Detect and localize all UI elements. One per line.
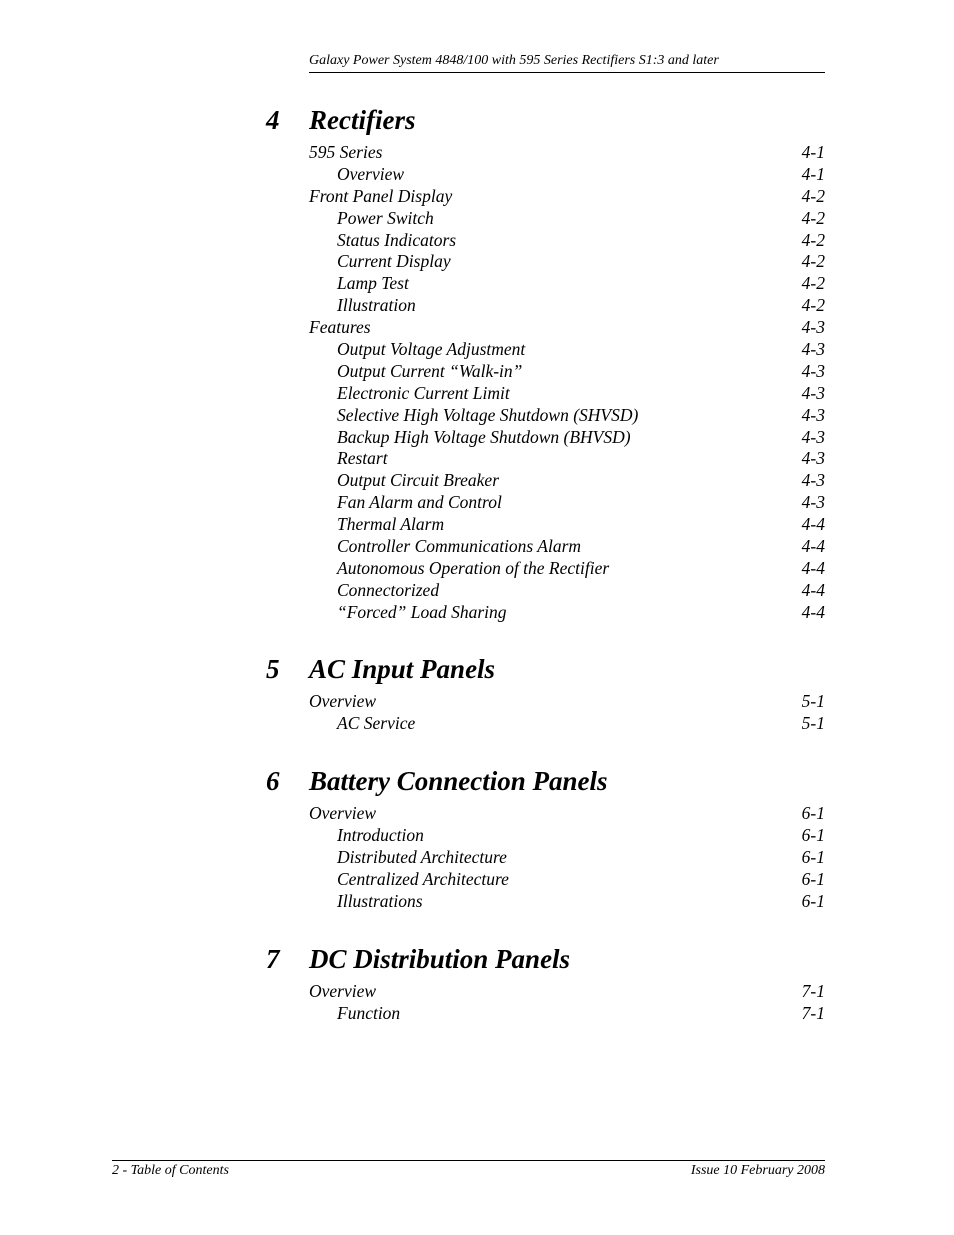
toc-entry-page-number: 4-3: [801, 470, 825, 491]
toc-entry-label: Fan Alarm and Control: [337, 492, 502, 513]
toc-entry[interactable]: [0, 825, 954, 847]
chapter-title: Rectifiers: [309, 105, 416, 135]
toc-entry[interactable]: [0, 230, 954, 252]
toc-entry[interactable]: [0, 142, 954, 164]
toc-entry-page-number: 6-1: [801, 803, 825, 823]
toc-entry-label: Electronic Current Limit: [337, 382, 510, 403]
toc-entry-page-number: 4-3: [801, 492, 825, 513]
chapter-number: 4: [266, 105, 280, 135]
toc-entry-page-number: 4-2: [801, 251, 825, 272]
toc-entry[interactable]: [0, 981, 954, 1003]
toc-entry[interactable]: [0, 251, 954, 273]
running-header: Galaxy Power System 4848/100 with 595 Series Rectifiers S1:3 and later: [309, 53, 719, 68]
toc-entry-page-number: 4-2: [801, 229, 825, 250]
toc-entry[interactable]: [0, 1003, 954, 1025]
toc-entry[interactable]: [0, 273, 954, 295]
footer-divider: [112, 1160, 825, 1161]
toc-entry-label: Connectorized: [337, 579, 440, 600]
toc-entry[interactable]: [0, 405, 954, 427]
toc-entry-page-number: 4-2: [801, 185, 825, 206]
toc-entry[interactable]: [0, 514, 954, 536]
toc-entry-label: Distributed Architecture: [337, 846, 507, 867]
toc-entry[interactable]: [0, 558, 954, 580]
toc-entry-label: Function: [337, 1002, 401, 1023]
toc-entry-label: Output Current “Walk-in”: [337, 360, 523, 381]
footer-issue-date: Issue 10 February 2008: [690, 1163, 825, 1178]
toc-entry[interactable]: [0, 691, 954, 713]
toc-entry[interactable]: [0, 317, 954, 339]
chapter-number: 7: [266, 944, 280, 974]
toc-entry-page-number: 4-3: [801, 448, 825, 469]
toc-entry[interactable]: [0, 186, 954, 208]
toc-entry-page-number: 4-3: [801, 339, 825, 360]
toc-entry-label: Introduction: [337, 824, 424, 845]
toc-entry[interactable]: [0, 580, 954, 602]
toc-entry-page-number: 4-1: [801, 142, 825, 162]
toc-entry-page-number: 6-1: [801, 824, 825, 845]
header-divider: [309, 72, 825, 73]
toc-entry-page-number: 7-1: [801, 1002, 825, 1023]
toc-entry-label: Thermal Alarm: [337, 514, 445, 535]
chapter-title: DC Distribution Panels: [309, 944, 571, 974]
toc-entry[interactable]: [0, 492, 954, 514]
toc-entry-label: Lamp Test: [337, 273, 409, 294]
toc-entry-label: Autonomous Operation of the Rectifier: [337, 557, 610, 578]
toc-entry-page-number: 4-3: [801, 404, 825, 425]
toc-entry-page-number: 4-2: [801, 207, 825, 228]
toc-entry-label: Features: [309, 317, 371, 338]
toc-entry[interactable]: [0, 847, 954, 869]
toc-entry-label: Centralized Architecture: [337, 868, 509, 889]
toc-entry-label: Status Indicators: [337, 229, 457, 250]
toc-entry-label: AC Service: [337, 712, 416, 733]
toc-entry-label: Backup High Voltage Shutdown (BHVSD): [337, 426, 631, 447]
toc-entry[interactable]: [0, 602, 954, 624]
toc-entry-page-number: 4-4: [801, 557, 825, 578]
toc-entry-label: Overview: [309, 691, 377, 711]
toc-entry-page-number: 4-3: [801, 317, 825, 338]
toc-entry-page-number: 7-1: [801, 981, 825, 1001]
chapter-number: 6: [266, 766, 280, 796]
toc-entry-page-number: 4-2: [801, 273, 825, 294]
toc-entry-page-number: 6-1: [801, 868, 825, 889]
toc-entry-page-number: 4-4: [801, 579, 825, 600]
toc-entry-page-number: 4-3: [801, 360, 825, 381]
toc-entry[interactable]: [0, 536, 954, 558]
chapter-entry-list: [0, 981, 954, 1025]
toc-entry[interactable]: [0, 869, 954, 891]
footer-page-label: 2 - Table of Contents: [112, 1163, 229, 1178]
chapter-entry-list: [0, 142, 954, 624]
toc-entry-label: Overview: [309, 803, 377, 823]
toc-entry-page-number: 5-1: [801, 691, 825, 711]
chapter-entry-list: [0, 691, 954, 735]
toc-entry-label: Front Panel Display: [309, 185, 453, 206]
toc-entry-label: Illustrations: [337, 890, 423, 911]
toc-entry-page-number: 5-1: [801, 712, 825, 733]
toc-entry-page-number: 4-3: [801, 382, 825, 403]
toc-entry[interactable]: [0, 164, 954, 186]
toc-entry-label: Controller Communications Alarm: [337, 536, 582, 557]
toc-entry[interactable]: [0, 383, 954, 405]
toc-entry-label: “Forced” Load Sharing: [337, 601, 507, 622]
toc-entry-label: Power Switch: [337, 207, 434, 228]
toc-entry-page-number: 4-1: [801, 163, 825, 184]
toc-entry-label: Restart: [337, 448, 388, 469]
toc-entry-label: Current Display: [337, 251, 451, 272]
toc-entry-label: Output Voltage Adjustment: [337, 339, 526, 360]
toc-entry-label: Illustration: [337, 295, 416, 316]
chapter-number: 5: [266, 654, 280, 684]
toc-entry-page-number: 4-4: [801, 514, 825, 535]
toc-entry[interactable]: [0, 339, 954, 361]
toc-entry-label: Output Circuit Breaker: [337, 470, 500, 491]
toc-entry-page-number: 4-2: [801, 295, 825, 316]
toc-entry-label: 595 Series: [309, 142, 383, 162]
toc-entry-label: Selective High Voltage Shutdown (SHVSD): [337, 404, 639, 425]
toc-entry-page-number: 6-1: [801, 846, 825, 867]
toc-entry[interactable]: [0, 891, 954, 913]
toc-entry[interactable]: [0, 427, 954, 449]
toc-entry[interactable]: [0, 208, 954, 230]
toc-entry[interactable]: [0, 295, 954, 317]
toc-entry-page-number: 4-4: [801, 601, 825, 622]
toc-entry-page-number: 4-4: [801, 536, 825, 557]
chapter-title: Battery Connection Panels: [309, 766, 608, 796]
chapter-title: AC Input Panels: [309, 654, 496, 684]
toc-entry-label: Overview: [337, 163, 405, 184]
toc-entry[interactable]: [0, 713, 954, 735]
toc-entry-label: Overview: [309, 981, 377, 1001]
toc-entry-page-number: 6-1: [801, 890, 825, 911]
toc-entry[interactable]: [0, 803, 954, 825]
toc-entry-page-number: 4-3: [801, 426, 825, 447]
toc-entry[interactable]: [0, 470, 954, 492]
chapter-entry-list: [0, 803, 954, 912]
toc-entry[interactable]: [0, 361, 954, 383]
toc-entry[interactable]: [0, 448, 954, 470]
